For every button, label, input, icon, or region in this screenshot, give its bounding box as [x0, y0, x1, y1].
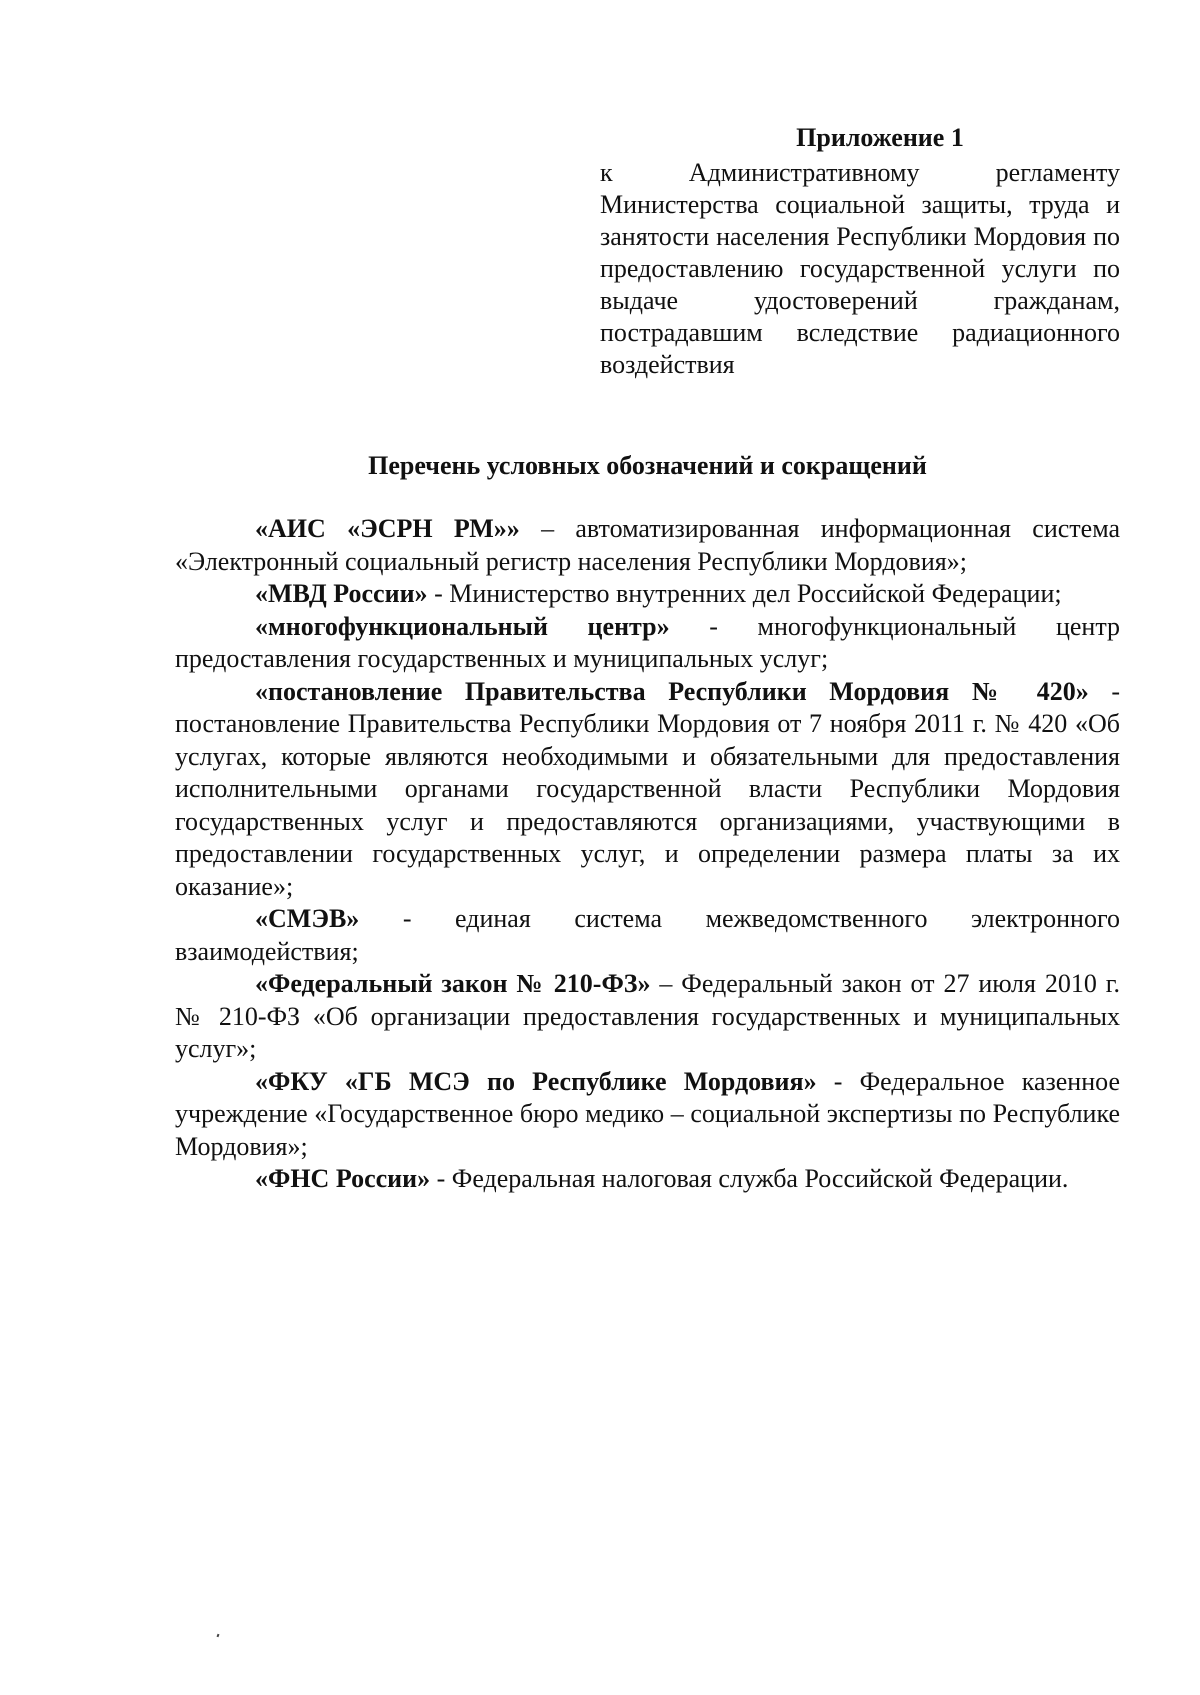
definition-term: «постановление Правительства Республики Мордовия № 420»: [255, 676, 1089, 706]
document-title: Перечень условных обозначений и сокращений: [368, 451, 927, 480]
definition-term: «ФНС России»: [255, 1164, 431, 1193]
definition-separator: –: [519, 514, 576, 543]
definition-item: [175, 578, 1120, 611]
definition-item: [175, 1163, 1120, 1196]
appendix-title: Приложение 1: [796, 123, 964, 152]
definition-text: Федеральное казенное учреждение «Государственное бюро медико – социальной экспертизы по Республике Мордовия»;: [175, 1066, 1120, 1161]
definition-separator: -: [1088, 676, 1120, 706]
definition-separator: -: [816, 1066, 860, 1096]
definition-separator: -: [359, 904, 456, 933]
definition-item: [175, 611, 1120, 676]
definition-separator: -: [430, 1164, 452, 1193]
definition-item: [175, 676, 1120, 904]
definitions-list: [175, 513, 1120, 1196]
definition-separator: –: [650, 969, 682, 998]
definition-separator: -: [669, 611, 758, 641]
definition-text: Федеральная налоговая служба Российской Федерации.: [451, 1164, 1069, 1193]
definition-item: [175, 1066, 1120, 1164]
scan-artifact-mark: [217, 1634, 220, 1638]
definition-term: «МВД России»: [255, 579, 428, 608]
definition-item: [175, 513, 1120, 578]
definition-text: автоматизированная информационная система «Электронный социальный регистр населения Республики Мордовия»;: [175, 514, 1121, 576]
definition-text: Министерство внутренних дел Российской Федерации;: [449, 579, 1062, 608]
definition-term: «многофункциональный центр»: [255, 611, 670, 641]
definition-text: постановление Правительства Республики Мордовия от 7 ноября 2011 г. № 420 «Об услугах, которые являются необходимыми и обязательными для предоставления исполнительными органами государственной власти Республики Мордовия государственных услуг и предоставляются организациями, участвующими в предоставлении государственных услуг, и определении размера платы за их оказание»;: [175, 709, 1120, 901]
appendix-header: [600, 122, 1120, 381]
definition-term: «Федеральный закон № 210-ФЗ»: [255, 969, 651, 998]
definition-separator: -: [427, 579, 450, 608]
definition-text: Федеральный закон от 27 июля 2010 г. № 210-ФЗ «Об организации предоставления государственных и муниципальных услуг»;: [175, 969, 1120, 1063]
definition-item: [175, 903, 1120, 968]
definition-term: «ФКУ «ГБ МСЭ по Республике Мордовия»: [255, 1066, 817, 1096]
definition-term: «АИС «ЭСРН РМ»»: [255, 514, 520, 543]
definition-text: единая система межведомственного электронного взаимодействия;: [175, 904, 1120, 966]
definition-item: [175, 968, 1120, 1066]
definition-text: многофункциональный центр предоставления государственных и муниципальных услуг;: [175, 611, 1120, 673]
appendix-reference-text: к Административному регламенту Министерства социальной защиты, труда и занятости населения Республики Мордовия по предоставлению государственной услуги по выдаче удостоверений гражданам, пострадавшим вследствие радиационного воздействия: [600, 158, 1120, 379]
definition-term: «СМЭВ»: [255, 904, 360, 933]
